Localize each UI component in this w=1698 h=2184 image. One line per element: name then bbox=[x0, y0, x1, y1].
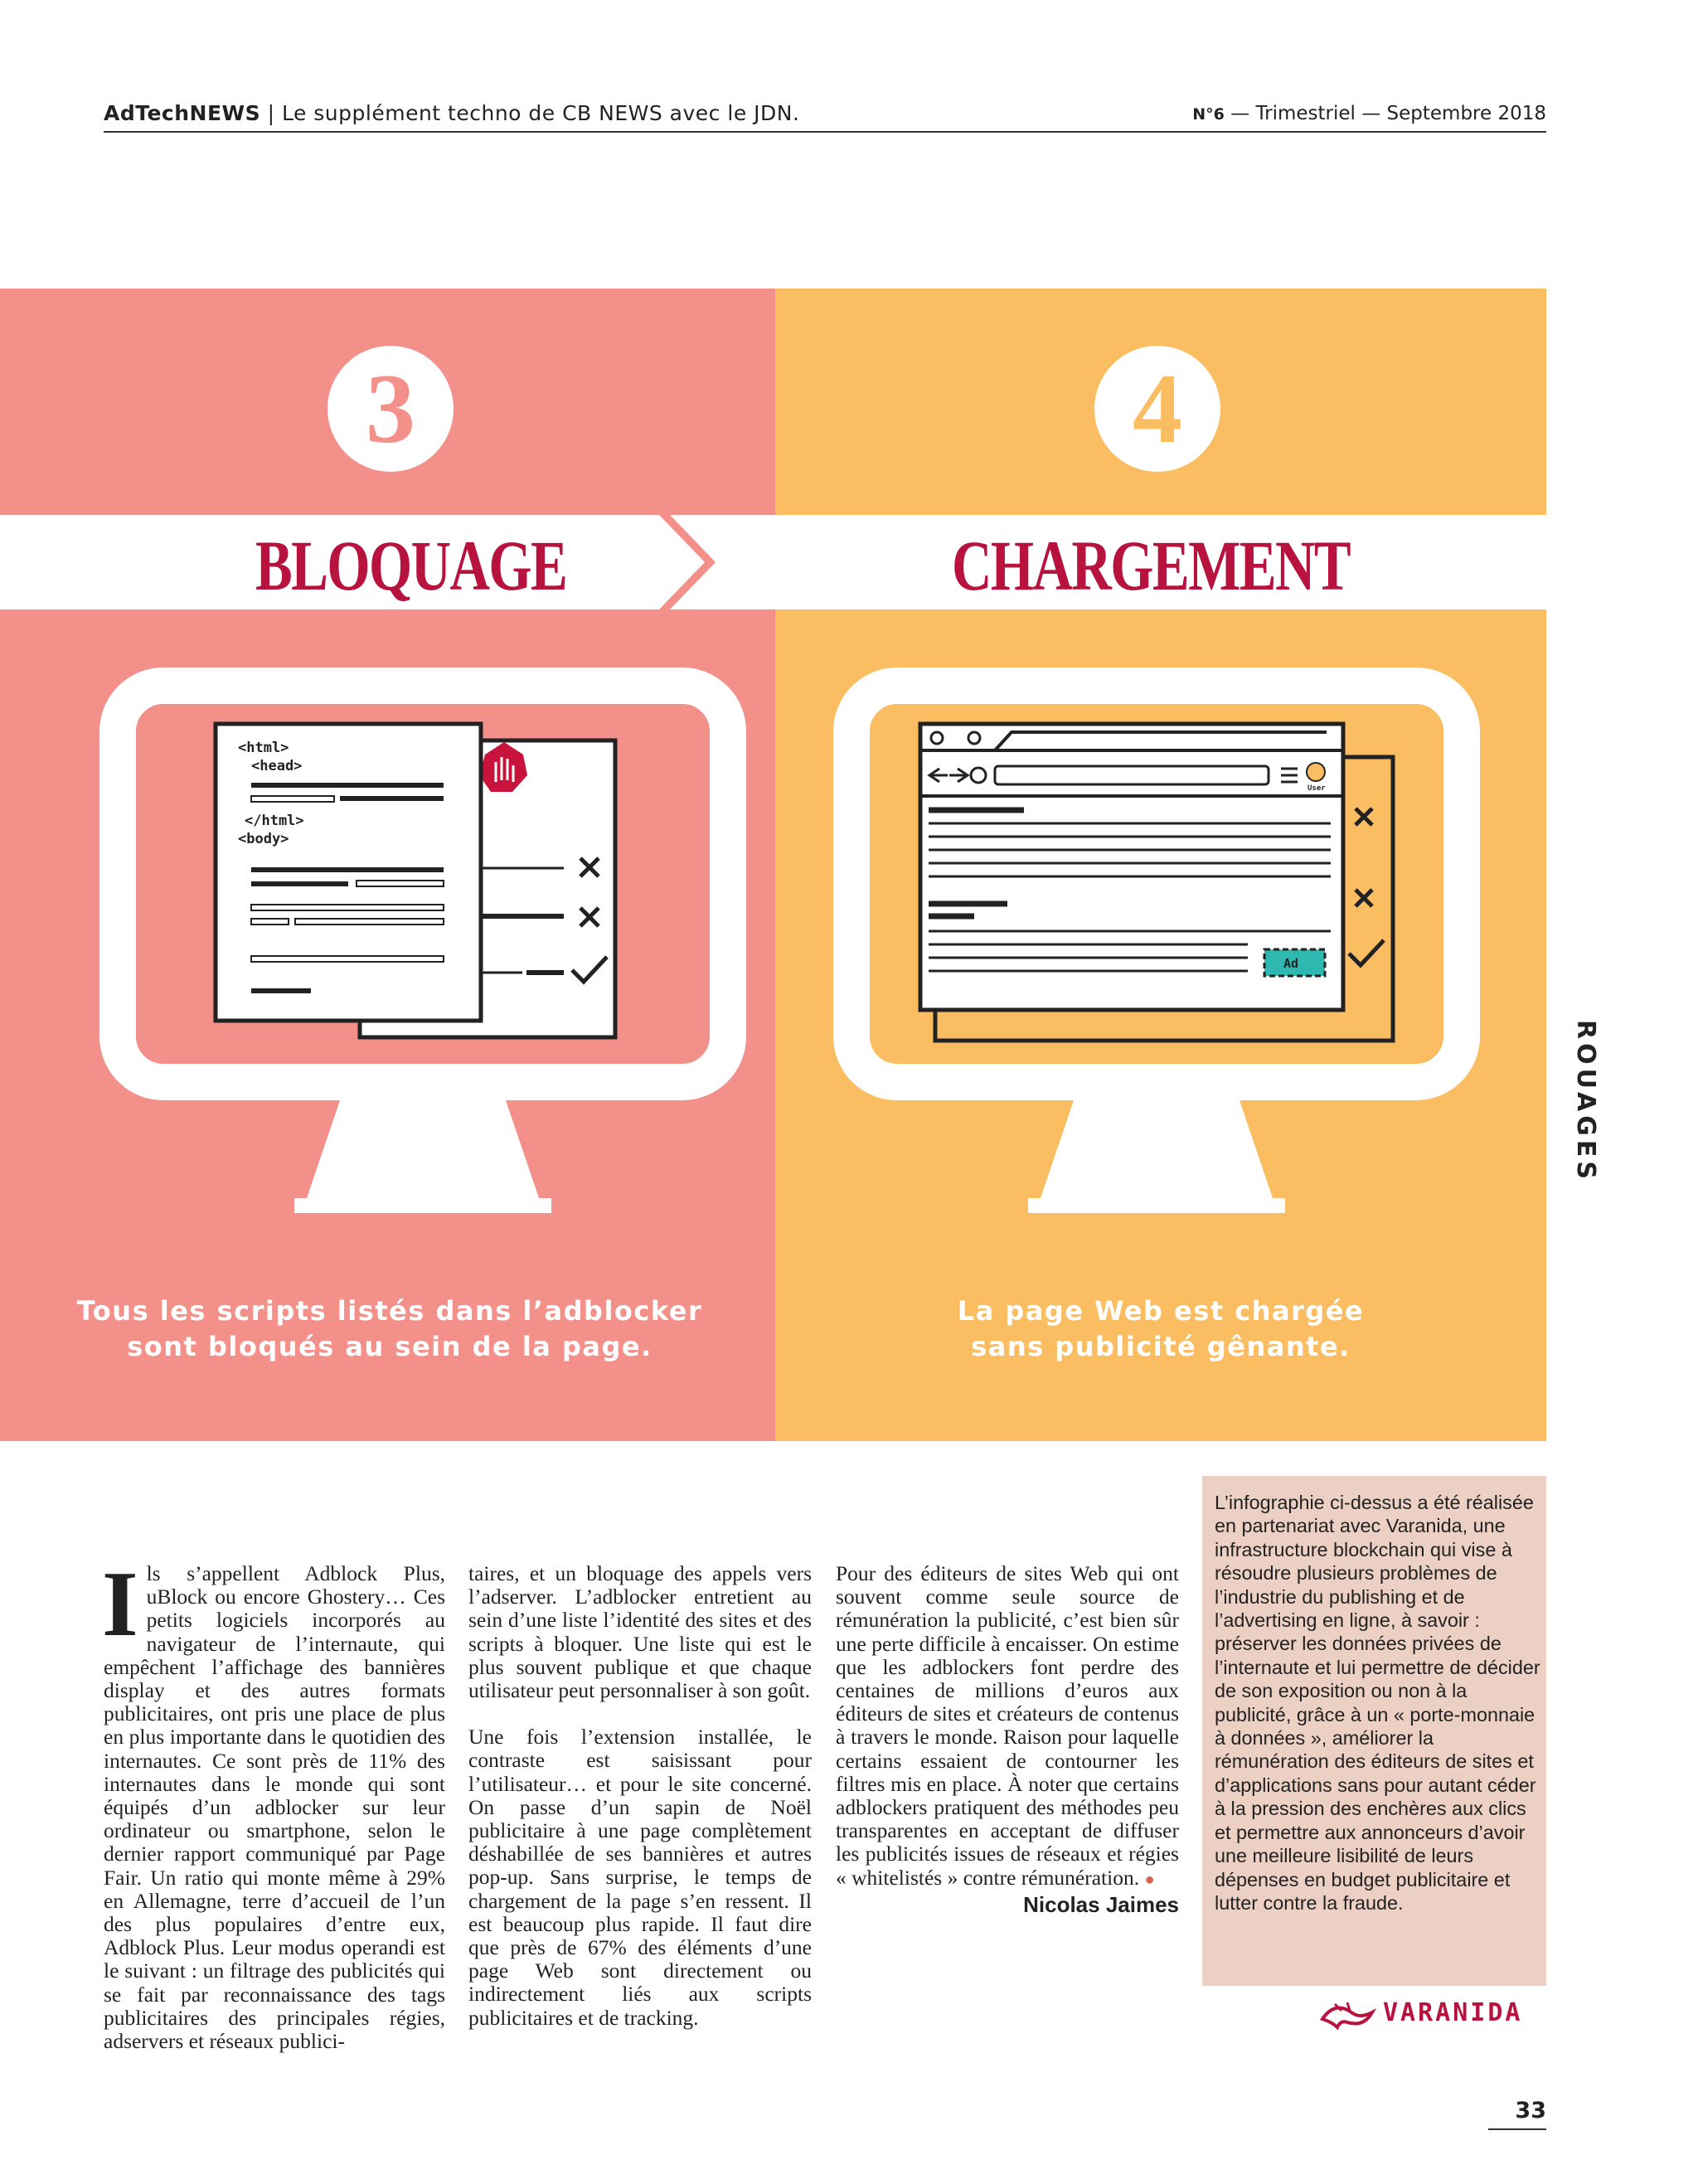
code-body: <body> bbox=[238, 831, 289, 847]
page-number: 33 bbox=[1488, 2098, 1546, 2130]
article-column-1 bbox=[102, 1553, 445, 2054]
caption-line: sans publicité gênante. bbox=[971, 1331, 1351, 1362]
step-4-number: 4 bbox=[1094, 346, 1220, 472]
paragraph: ls s’appellent Adblock Plus, uBlock ou encore Ghostery… Ces petits logiciels incorporés au navigateur de l’internaute, qui empêchent l’affichage des bannières display et des autres formats publicitaires, ont pris une place de plus en plus importante dans le quotidien des internautes. Ce sont près de 11% des internautes dans le monde qui sont équipés d’un adblocker sur leur ordinateur ou smartphone, selon le dernier rapport communiqué par Page Fair. Un ratio qui monte même à 29% en Allemagne, terre d’accueil de l’un des plus populaires d’entre eux, Adblock Plus. Leur modus operandi est le suivant : un filtrage des publicités qui se fait par reconnaissance des tags publicitaires des principales régies, adservers et réseaux publici- bbox=[104, 1561, 445, 2054]
author-byline: Nicolas Jaimes bbox=[1023, 1891, 1179, 1917]
caption-line: La page Web est chargée bbox=[957, 1295, 1365, 1327]
partner-box-text: L’infographie ci-dessus a été réalisée en partenariat avec Varanida, une infrastructure blockchain qui vise à résoudre plusieurs problèmes de l’industrie du publishing et de l’advertising en ligne, à savoir : préserver les données privées de l’internaute et lui permettre de décider de son exposition ou non à la publicité, grâce à un « porte-monnaie à données », améliorer la rémunération des éditeurs de sites et d’applications sans pour autant céder à la pression des enchères aux clics et permettre aux annonceurs d’avoir une meilleure lisibilité de leurs dépenses en budget publicitaire et lutter contre la fraude. bbox=[1215, 1492, 1540, 1914]
user-label: User bbox=[1307, 784, 1326, 793]
code-html: <html> bbox=[238, 740, 289, 756]
code-html-close: </html> bbox=[245, 813, 304, 829]
brand-name: AdTechNEWS bbox=[104, 101, 261, 125]
monitor-base bbox=[294, 1198, 551, 1213]
close-icon bbox=[1356, 808, 1372, 825]
header-left bbox=[104, 101, 799, 125]
ad-label: Ad bbox=[1283, 956, 1299, 971]
step-4-caption bbox=[813, 1293, 1509, 1365]
user-avatar-icon bbox=[1307, 763, 1325, 781]
monitor-blocking-illustration bbox=[99, 667, 746, 1219]
step-4-title: CHARGEMENT bbox=[952, 526, 1351, 605]
drop-cap: I bbox=[102, 1553, 138, 1656]
step-3-caption bbox=[33, 1293, 746, 1365]
monitor-stand bbox=[307, 1100, 539, 1198]
article-column-3 bbox=[836, 1562, 1179, 1916]
monitor-stand bbox=[1041, 1100, 1273, 1198]
partner-logo-text: VARANIDA bbox=[1383, 1998, 1523, 2027]
monitor-base bbox=[1028, 1198, 1285, 1213]
header-tagline: | Le supplément techno de CB NEWS avec le JDN. bbox=[267, 101, 800, 125]
paragraph: Une fois l’extension installée, le contraste est saisissant pour l’utilisateur… et pour le site concerné. On passe d’un sapin de Noël publicitaire à une page complètement déshabillée de ses bannières et autres pop-up. Sans surprise, le temps de chargement de la page s’en ressent. Il est beaucoup plus rapide. Il faut dire que près de 67% des éléments d’une page Web sont directement ou indirectement liés aux scripts publicitaires et de tracking. bbox=[468, 1725, 812, 2030]
section-label: ROUAGES bbox=[1571, 1020, 1600, 1183]
header-right bbox=[1192, 103, 1546, 124]
issue-period: — Trimestriel — Septembre 2018 bbox=[1230, 103, 1546, 124]
paragraph: Pour des éditeurs de sites Web qui ont souvent comme seule source de rémunération la publicité, c’est bien sûr une perte difficile à encaisser. On estime que les adblockers font perdre des centaines de millions d’euros aux éditeurs de sites et créateurs de contenus à travers le monde. Raison pour laquelle certains essaient de contourner les filtres mis en place. À noter que certains adblockers pratiquent des méthodes peu transparentes en acceptant de diffuser les publicités issues de réseaux et régies « whitelistés » contre rémunération. bbox=[836, 1561, 1179, 1890]
check-icon bbox=[1349, 940, 1384, 965]
running-header bbox=[104, 98, 1546, 133]
monitor-loading-illustration bbox=[833, 667, 1480, 1219]
article-column-2 bbox=[468, 1562, 812, 2053]
caption-line: sont bloqués au sein de la page. bbox=[127, 1331, 653, 1362]
step-3-number: 3 bbox=[327, 346, 454, 472]
paragraph: taires, et un bloquage des appels vers l’adserver. L’adblocker entretient au sein d’une liste l’identité des sites et des scripts à bloquer. Une liste qui est le plus souvent publique et que chaque utilisateur peut personnaliser à son goût. bbox=[468, 1561, 812, 1703]
step-3-title: BLOQUAGE bbox=[255, 526, 567, 605]
issue-number: N°6 bbox=[1192, 105, 1225, 124]
caption-line: Tous les scripts listés dans l’adblocker bbox=[76, 1295, 703, 1327]
code-head: <head> bbox=[251, 758, 303, 774]
close-icon bbox=[1356, 890, 1372, 906]
end-mark: ● bbox=[1144, 1870, 1155, 1889]
